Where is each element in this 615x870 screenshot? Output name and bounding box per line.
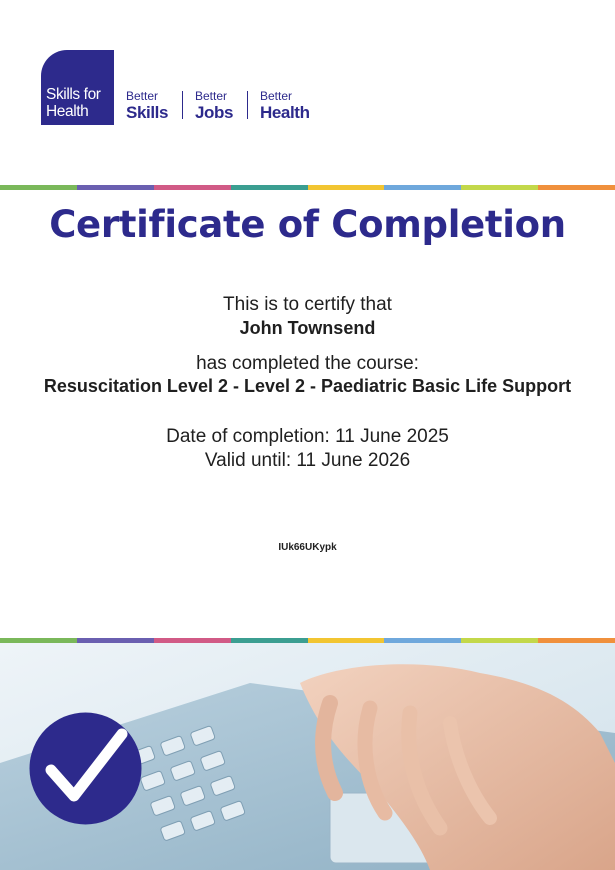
tagline-divider [247, 91, 248, 119]
stripe-segment [538, 185, 615, 190]
stripe-segment [461, 185, 538, 190]
tagline-skills [126, 90, 168, 122]
stripe-segment [231, 185, 308, 190]
recipient-name: John Townsend [239, 318, 376, 338]
color-stripe-top [0, 185, 615, 190]
logo-text [46, 86, 101, 120]
completed-text: has completed the course: [196, 353, 419, 374]
stripe-segment [384, 185, 461, 190]
course-name: Resuscitation Level 2 - Level 2 - Paediatric Basic Life Support [43, 376, 572, 396]
tagline-divider [182, 91, 183, 119]
stripe-segment [77, 185, 154, 190]
certificate-code: IUk66UKypk [278, 542, 337, 553]
stripe-segment [308, 185, 385, 190]
certificate-title: Certificate of Completion [49, 203, 566, 246]
tagline-jobs [195, 90, 233, 122]
tagline-small: Better [195, 89, 228, 103]
tagline-health [260, 90, 310, 122]
tagline-big: Skills [126, 103, 169, 122]
stripe-segment [154, 185, 231, 190]
skills-for-health-logo [41, 50, 114, 125]
stripe-segment [0, 185, 77, 190]
logo-line1: Skills for [46, 86, 101, 103]
checkmark-icon [29, 712, 142, 825]
tagline-small: Better [126, 89, 159, 103]
tagline-small: Better [260, 89, 293, 103]
tagline-big: Health [260, 103, 310, 122]
valid-until: Valid until: 11 June 2026 [204, 450, 411, 471]
completion-date: Date of completion: 11 June 2025 [166, 426, 449, 447]
tagline-big: Jobs [195, 103, 234, 122]
logo-line2: Health [46, 103, 89, 120]
certify-text: This is to certify that [223, 294, 392, 315]
